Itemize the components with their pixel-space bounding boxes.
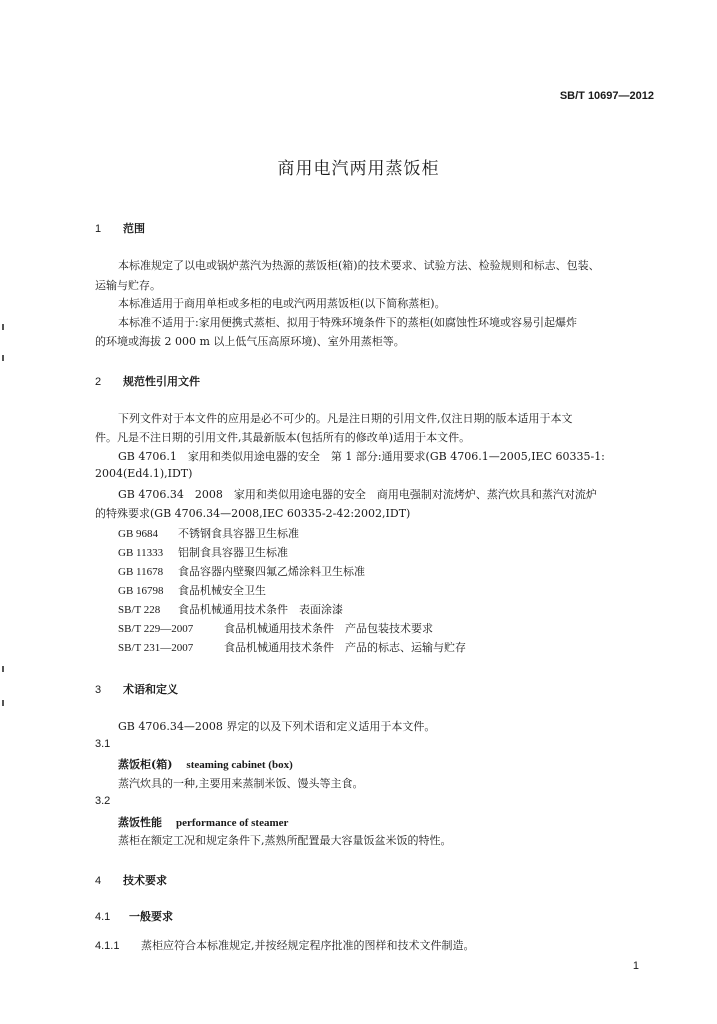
scan-mark bbox=[2, 666, 4, 672]
standard-number: SB/T 10697—2012 bbox=[559, 90, 654, 102]
term-en: steaming cabinet (box) bbox=[186, 759, 293, 771]
paragraph: 本标准不适用于:家用便携式蒸柜、拟用于特殊环境条件下的蒸柜(如腐蚀性环境或容易引起爆炸 bbox=[118, 316, 577, 329]
reference-code: GB 11333 bbox=[118, 547, 164, 559]
reference-code: SB/T 231—2007 bbox=[118, 642, 194, 654]
paragraph-continuation: 的环境或海拔 2 000 m 以上低气压高原环境)、室外用蒸柜等。 bbox=[95, 335, 405, 348]
term-heading bbox=[118, 756, 293, 772]
reference-entry bbox=[118, 544, 288, 560]
paragraph: GB 4706.34—2008 界定的以及下列术语和定义适用于本文件。 bbox=[118, 720, 436, 733]
reference-title: 食品机械通用技术条件 产品包装技术要求 bbox=[224, 622, 433, 635]
reference-entry bbox=[118, 563, 365, 579]
scan-mark bbox=[2, 324, 4, 330]
section-title: 范围 bbox=[123, 222, 145, 235]
reference-entry bbox=[118, 620, 433, 636]
clause bbox=[95, 937, 475, 953]
section-title: 技术要求 bbox=[123, 874, 167, 887]
page-number: 1 bbox=[632, 960, 639, 972]
section-number: 2 bbox=[95, 376, 102, 388]
reference-title: 不锈钢食具容器卫生标准 bbox=[178, 527, 299, 540]
reference-entry bbox=[118, 601, 343, 617]
reference-entry-continuation: 的特殊要求(GB 4706.34—2008,IEC 60335-2-42:2002,IDT) bbox=[95, 507, 411, 520]
reference-title: 铝制食具容器卫生标准 bbox=[178, 546, 288, 559]
reference-entry bbox=[118, 582, 266, 598]
section-heading-1 bbox=[95, 220, 145, 236]
reference-title: 食品机械通用技术条件 产品的标志、运输与贮存 bbox=[224, 641, 466, 654]
paragraph: 本标准适用于商用单柜或多柜的电或汽两用蒸饭柜(以下简称蒸柜)。 bbox=[118, 297, 446, 310]
section-heading-2 bbox=[95, 373, 200, 389]
reference-code: GB 11678 bbox=[118, 566, 164, 578]
section-number: 4 bbox=[95, 875, 102, 887]
reference-code: SB/T 228 bbox=[118, 604, 161, 616]
reference-entry-continuation: 2004(Ed4.1),IDT) bbox=[95, 467, 193, 480]
section-title: 术语和定义 bbox=[123, 683, 178, 696]
subsection-heading bbox=[95, 908, 173, 924]
reference-entry bbox=[118, 525, 299, 541]
term-heading bbox=[118, 814, 288, 830]
subsection-title: 一般要求 bbox=[129, 910, 173, 923]
term-en: performance of steamer bbox=[176, 817, 289, 829]
paragraph: 下列文件对于本文件的应用是必不可少的。凡是注日期的引用文件,仅注日期的版本适用于本文 bbox=[118, 412, 573, 425]
scan-mark bbox=[2, 700, 4, 706]
term-number: 3.1 bbox=[95, 738, 111, 750]
term-zh: 蒸饭性能 bbox=[118, 816, 162, 829]
paragraph-continuation: 运输与贮存。 bbox=[95, 279, 161, 292]
reference-title: 食品容器内壁聚四氟乙烯涂料卫生标准 bbox=[178, 565, 365, 578]
section-heading-4 bbox=[95, 872, 167, 888]
clause-number: 4.1.1 bbox=[95, 940, 120, 952]
paragraph: 本标准规定了以电或锅炉蒸汽为热源的蒸饭柜(箱)的技术要求、试验方法、检验规则和标志、包装、 bbox=[118, 259, 600, 272]
reference-code: SB/T 229—2007 bbox=[118, 623, 194, 635]
reference-entry bbox=[118, 639, 466, 655]
reference-code: GB 9684 bbox=[118, 528, 159, 540]
term-number: 3.2 bbox=[95, 795, 111, 807]
reference-code: GB 16798 bbox=[118, 585, 164, 597]
reference-entry: GB 4706.34 2008 家用和类似用途电器的安全 商用电强制对流烤炉、蒸汽炊具和蒸汽对流炉 bbox=[118, 488, 597, 501]
reference-entry: GB 4706.1 家用和类似用途电器的安全 第 1 部分:通用要求(GB 4706.1—2005,IEC 60335-1: bbox=[118, 450, 605, 463]
clause-text: 蒸柜应符合本标准规定,并按经规定程序批准的图样和技术文件制造。 bbox=[141, 939, 475, 952]
term-definition: 蒸柜在额定工况和规定条件下,蒸熟所配置最大容量饭盆米饭的特性。 bbox=[118, 834, 452, 847]
section-heading-3 bbox=[95, 681, 178, 697]
subsection-number: 4.1 bbox=[95, 911, 111, 923]
term-zh: 蒸饭柜(箱) bbox=[118, 758, 173, 771]
section-number: 1 bbox=[95, 223, 102, 235]
reference-title: 食品机械通用技术条件 表面涂漆 bbox=[178, 603, 343, 616]
section-number: 3 bbox=[95, 684, 102, 696]
term-definition: 蒸汽炊具的一种,主要用来蒸制米饭、馒头等主食。 bbox=[118, 777, 364, 790]
document-title: 商用电汽两用蒸饭柜 bbox=[277, 159, 440, 179]
scan-mark bbox=[2, 355, 4, 361]
section-title: 规范性引用文件 bbox=[123, 375, 200, 388]
reference-title: 食品机械安全卫生 bbox=[178, 584, 266, 597]
paragraph-continuation: 件。凡是不注日期的引用文件,其最新版本(包括所有的修改单)适用于本文件。 bbox=[95, 431, 471, 444]
